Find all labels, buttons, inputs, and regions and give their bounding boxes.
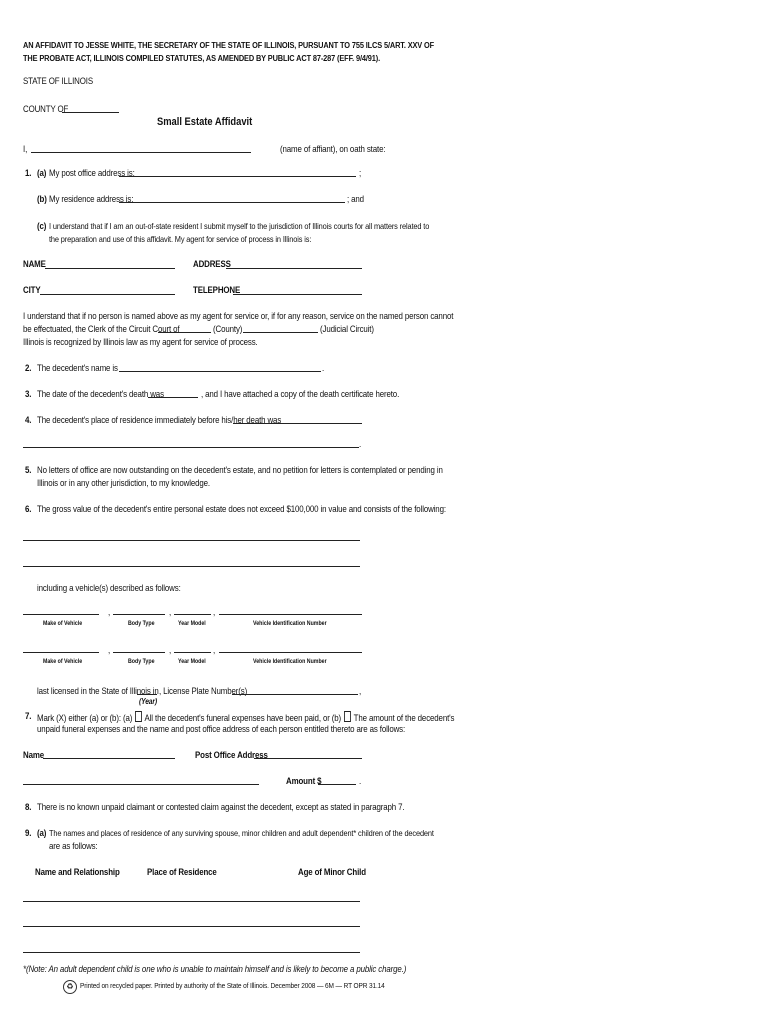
agent-city-field[interactable] bbox=[40, 294, 175, 295]
funeral-name-field[interactable] bbox=[43, 758, 175, 759]
vehicle1-sep-2: , bbox=[169, 607, 172, 617]
item5-number: 5. bbox=[25, 465, 32, 475]
understand-line-1: I understand that if no person is named above as my agent for service or, if for any reason, service on the named person cannot bbox=[23, 311, 454, 321]
item7b-checkbox[interactable] bbox=[344, 711, 351, 722]
item1c-text-2: the preparation and use of this affidavit. My agent for service of process in Illinois is: bbox=[49, 234, 312, 244]
agent-telephone-label: TELEPHONE bbox=[193, 285, 241, 295]
vehicle2-vin-field[interactable] bbox=[219, 652, 362, 653]
item1a-end: ; bbox=[359, 168, 362, 178]
survivor-col-residence: Place of Residence bbox=[147, 867, 217, 877]
understand-county: (County) bbox=[213, 324, 243, 334]
vehicle1-year-field[interactable] bbox=[174, 614, 211, 615]
item8-number: 8. bbox=[25, 802, 32, 812]
vehicle2-make-field[interactable] bbox=[23, 652, 99, 653]
item1b-end: ; and bbox=[347, 194, 364, 204]
survivor-row-1[interactable] bbox=[23, 901, 360, 902]
survivor-row-2[interactable] bbox=[23, 926, 360, 927]
funeral-name-label: Name bbox=[23, 750, 45, 760]
understand-line-2a: be effectuated, the Clerk of the Circuit Court of bbox=[23, 324, 180, 334]
item9-line-1: The names and places of residence of any surviving spouse, minor children and adult dependent* children of the decedent bbox=[49, 828, 434, 838]
county-field[interactable] bbox=[62, 112, 119, 113]
item7-text-1: Mark (X) either (a) or (b): (a) bbox=[37, 713, 133, 723]
item6-number: 6. bbox=[25, 504, 32, 514]
survivor-row-3[interactable] bbox=[23, 952, 360, 953]
agent-city-label: CITY bbox=[23, 285, 41, 295]
funeral-pob-field-2[interactable] bbox=[23, 784, 259, 785]
item1b-label: (b) bbox=[37, 194, 47, 204]
recycle-icon: ♻ bbox=[63, 980, 77, 994]
license-year-field[interactable] bbox=[137, 694, 157, 695]
item9a-label: (a) bbox=[37, 828, 47, 838]
form-title: Small Estate Affidavit bbox=[157, 116, 253, 128]
place-of-residence-field-2[interactable] bbox=[23, 447, 359, 448]
understand-line-3: Illinois is recognized by Illinois law as my agent for service of process. bbox=[23, 337, 258, 347]
item1b-text: My residence address is: bbox=[49, 194, 134, 204]
item1a-text: My post office address is: bbox=[49, 168, 135, 178]
license-plate-field[interactable] bbox=[232, 694, 358, 695]
item1-number: 1. bbox=[25, 168, 32, 178]
item7-number: 7. bbox=[25, 711, 32, 721]
affiant-name-field[interactable] bbox=[31, 152, 251, 153]
vehicle2-sep-3: , bbox=[213, 645, 216, 655]
vehicle2-year-field[interactable] bbox=[174, 652, 211, 653]
item1c-label: (c) bbox=[37, 221, 47, 231]
header-line-2: THE PROBATE ACT, ILLINOIS COMPILED STATUTES, AS AMENDED BY PUBLIC ACT 87-287 (EFF. 9/4/91). bbox=[23, 53, 381, 63]
item7-text-row bbox=[37, 711, 454, 723]
vehicle2-make-label: Make of Vehicle bbox=[43, 658, 83, 665]
licensed-year-label: (Year) bbox=[139, 697, 157, 706]
vehicle2-sep-1: , bbox=[108, 645, 111, 655]
item2-number: 2. bbox=[25, 363, 32, 373]
vehicle1-make-label: Make of Vehicle bbox=[43, 620, 83, 627]
agent-address-field[interactable] bbox=[226, 268, 362, 269]
item7-line-2: unpaid funeral expenses and the name and post office address of each person entitled thereto are as follows: bbox=[37, 724, 406, 734]
item4-text: The decedent's place of residence immediately before his/her death was bbox=[37, 415, 282, 425]
affiant-prefix: I, bbox=[23, 144, 28, 154]
estate-description-field-2[interactable] bbox=[23, 566, 360, 567]
vehicle-intro: including a vehicle(s) described as follows: bbox=[37, 583, 181, 593]
vehicle2-year-label: Year Model bbox=[178, 658, 206, 665]
item7-text-2: All the decedent's funeral expenses have been paid, or (b) bbox=[144, 713, 342, 723]
licensed-text: last licensed in the State of Illinois in bbox=[37, 686, 159, 696]
survivor-col-age: Age of Minor Child bbox=[298, 867, 366, 877]
death-date-field[interactable] bbox=[148, 397, 198, 398]
vehicle1-body-field[interactable] bbox=[113, 614, 165, 615]
funeral-amount-label: Amount $ bbox=[286, 776, 322, 786]
judicial-circuit-field[interactable] bbox=[243, 332, 318, 333]
item1a-label: (a) bbox=[37, 168, 47, 178]
affiant-suffix: (name of affiant), on oath state: bbox=[280, 144, 386, 154]
clerk-county-field[interactable] bbox=[158, 332, 211, 333]
vehicle1-year-label: Year Model bbox=[178, 620, 206, 627]
funeral-amount-end: . bbox=[359, 776, 362, 786]
vehicle1-vin-field[interactable] bbox=[219, 614, 362, 615]
funeral-amount-field[interactable] bbox=[318, 784, 356, 785]
decedent-name-field[interactable] bbox=[119, 371, 321, 372]
vehicle1-sep-1: , bbox=[108, 607, 111, 617]
vehicle2-sep-2: , bbox=[169, 645, 172, 655]
funeral-pob-label: Post Office Address bbox=[195, 750, 268, 760]
vehicle1-body-label: Body Type bbox=[128, 620, 155, 627]
item3-text: The date of the decedent's death was bbox=[37, 389, 164, 399]
header-line-1: AN AFFIDAVIT TO JESSE WHITE, THE SECRETARY OF THE STATE OF ILLINOIS, PURSUANT TO 755 ILCS 5/ART. XXV OF bbox=[23, 40, 435, 50]
item2-end: . bbox=[322, 363, 325, 373]
item2-text: The decedent's name is bbox=[37, 363, 118, 373]
item8-text: There is no known unpaid claimant or contested claim against the decedent, except as stated in paragraph 7. bbox=[37, 802, 405, 812]
agent-address-label: ADDRESS bbox=[193, 259, 231, 269]
licensed-end: , bbox=[359, 686, 362, 696]
vehicle2-vin-label: Vehicle Identification Number bbox=[253, 658, 327, 665]
item4-number: 4. bbox=[25, 415, 32, 425]
item4-end: . bbox=[359, 439, 362, 449]
footer-text: Printed on recycled paper. Printed by authority of the State of Illinois. December 2008 — 6M — RT OPR 31.14 bbox=[80, 981, 385, 990]
post-office-address-field[interactable] bbox=[119, 176, 356, 177]
adult-dependent-note: *(Note: An adult dependent child is one who is unable to maintain himself and is likely to become a public charge.) bbox=[23, 964, 407, 974]
item5-line-1: No letters of office are now outstanding on the decedent's estate, and no petition for letters is contemplated or pending in bbox=[37, 465, 443, 475]
item3-text-2: , and I have attached a copy of the death certificate hereto. bbox=[201, 389, 400, 399]
state-label: STATE OF ILLINOIS bbox=[23, 76, 93, 86]
agent-name-label: NAME bbox=[23, 259, 46, 269]
item9-number: 9. bbox=[25, 828, 32, 838]
agent-telephone-field[interactable] bbox=[233, 294, 362, 295]
understand-circuit: (Judicial Circuit) bbox=[320, 324, 374, 334]
agent-name-field[interactable] bbox=[45, 268, 175, 269]
item5-line-2: Illinois or in any other jurisdiction, to my knowledge. bbox=[37, 478, 210, 488]
item7-text-3: The amount of the decedent's bbox=[353, 713, 455, 723]
vehicle1-vin-label: Vehicle Identification Number bbox=[253, 620, 327, 627]
residence-address-field[interactable] bbox=[119, 202, 345, 203]
item7a-checkbox[interactable] bbox=[135, 711, 142, 722]
vehicle1-make-field[interactable] bbox=[23, 614, 99, 615]
item6-text: The gross value of the decedent's entire personal estate does not exceed $100,000 in value and consists of the following: bbox=[37, 504, 446, 514]
place-of-residence-field[interactable] bbox=[233, 423, 362, 424]
county-label: COUNTY OF bbox=[23, 104, 69, 114]
vehicle1-sep-3: , bbox=[213, 607, 216, 617]
item1c-text-1: I understand that if I am an out-of-state resident I submit myself to the jurisdiction of Illinois courts for all matters related to bbox=[49, 221, 430, 231]
vehicle2-body-field[interactable] bbox=[113, 652, 165, 653]
survivor-col-name: Name and Relationship bbox=[35, 867, 120, 877]
item9-line-2: are as follows: bbox=[49, 841, 98, 851]
licensed-text-2: , License Plate Number(s) bbox=[159, 686, 248, 696]
item3-number: 3. bbox=[25, 389, 32, 399]
vehicle2-body-label: Body Type bbox=[128, 658, 155, 665]
funeral-pob-field[interactable] bbox=[254, 758, 362, 759]
estate-description-field-1[interactable] bbox=[23, 540, 360, 541]
